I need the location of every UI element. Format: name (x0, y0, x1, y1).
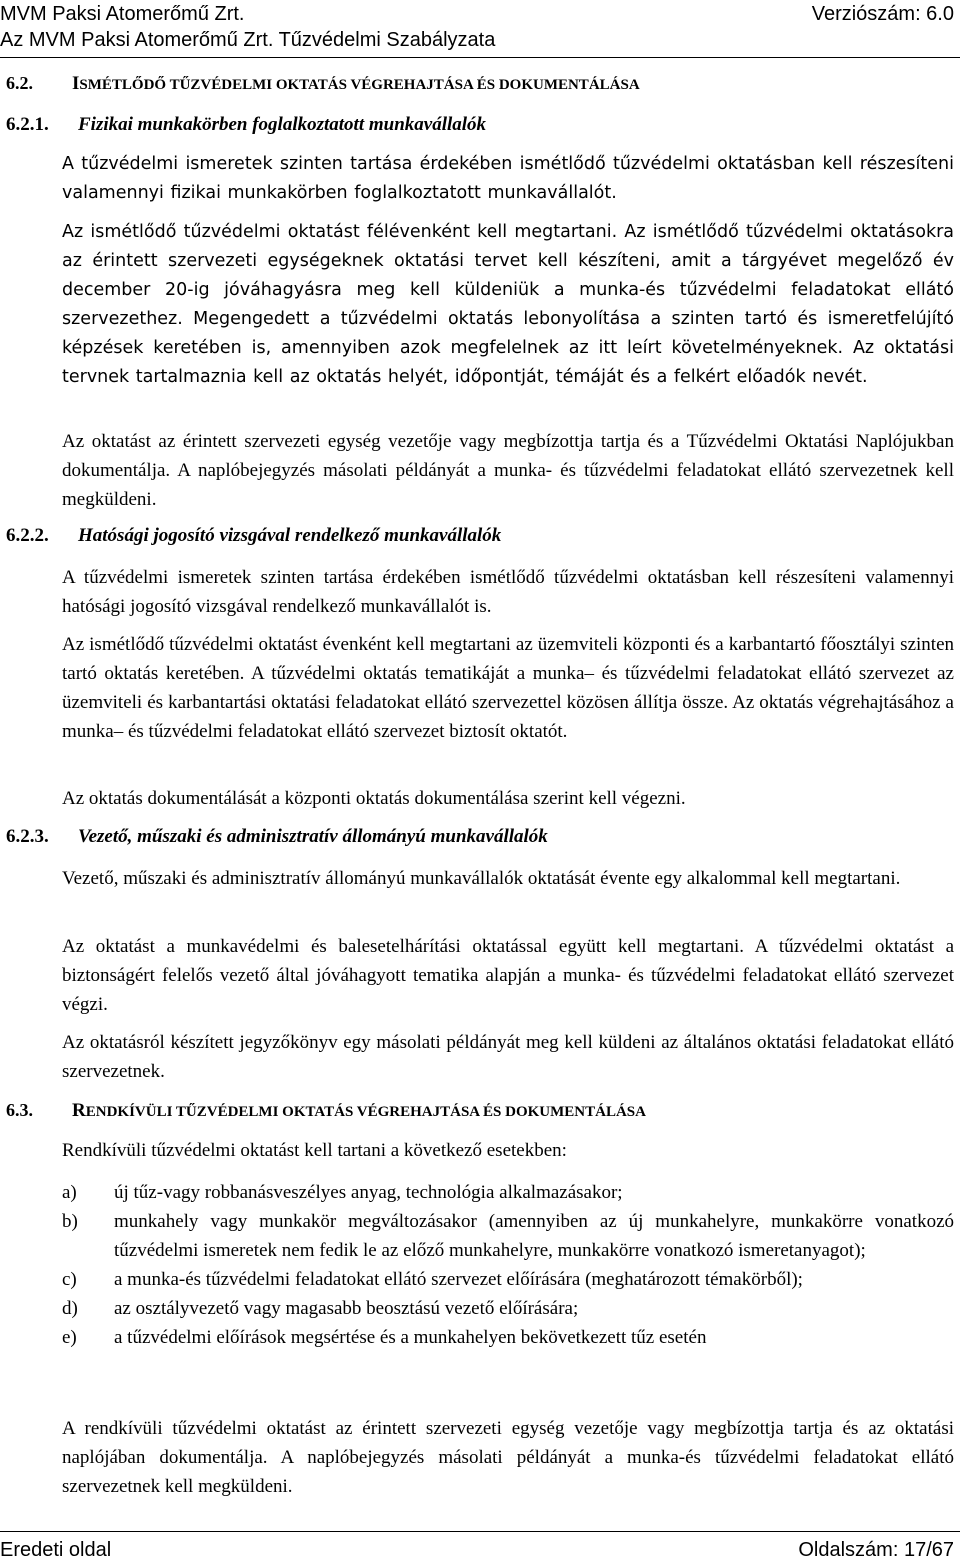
header-divider (0, 57, 960, 58)
subsection-number: 6.2.3. (6, 826, 49, 847)
paragraph: Az oktatásról készített jegyzőkönyv egy másolati példányát meg kell küldeni az általános oktatási feladatokat ellátó szervezetnek. (62, 1032, 954, 1082)
header-version: Verziószám: 6.0 (811, 3, 954, 25)
list-item: e) a tűzvédelmi előírások megsértése és a munkahelyen bekövetkezett tűz esetén (62, 1327, 707, 1348)
paragraph: Az oktatást a munkavédelmi és balesetelhárítási oktatással együtt kell megtartani. A tűzvédelmi oktatást a biztonságért felelős vezető által jóváhagyott tematika alapján a munka- és tűzvédelmi feladatokat ellátó szervezet végzi. (62, 936, 954, 1015)
footer-divider (0, 1531, 960, 1532)
header-document-title: Az MVM Paksi Atomerőmű Zrt. Tűzvédelmi Szabályzata (0, 29, 496, 51)
paragraph: Az ismétlődő tűzvédelmi oktatást félévenként kell megtartani. Az ismétlődő tűzvédelmi oktatásokra az érintett szervezeti egységeknek oktatási tervet kell készíteni, amit a tárgyévet megelőző év december 20-ig jóváhagyásra meg kell küldeniük a munka-és tűzvédelmi feladatokat ellátó szervezethez. Megengedett a tűzvédelmi oktatás lebonyolítása a szinten tartó és ismeretfelújító képzések keretében is, amennyiben azok megfelelnek az itt leírt követelményeknek. Az oktatási tervnek tartalmaznia kell az oktatás helyét, időpontját, témáját és a felkért előadók nevét. (62, 222, 955, 387)
section-number: 6.3. (6, 1100, 33, 1120)
list-item: b) munkahely vagy munkakör megváltozásakor (amennyiben az új munkahelyre, munkakörre vonatkozó tűzvédelmi ismeretek nem fedik le az előző munkahelyre, munkakörre vonatkozó ismeretanyagot); (62, 1211, 954, 1261)
page-footer (0, 1538, 954, 1562)
subsection-heading-6-2-3 (6, 826, 548, 848)
paragraph: Rendkívüli tűzvédelmi oktatást kell tartani a következő esetekben: (62, 1140, 567, 1161)
footer-original-page: Eredeti oldal (0, 1539, 112, 1561)
subsection-title: Fizikai munkakörben foglalkoztatott munkavállalók (78, 114, 487, 135)
paragraph: Vezető, műszaki és adminisztratív állományú munkavállalók oktatását évente egy alkalommal kell megtartani. (62, 868, 901, 889)
paragraph: Az oktatást az érintett szervezeti egység vezetője vagy megbízottja tartja és a Tűzvédelmi Oktatási Naplójukban dokumentálja. A naplóbejegyzés másolati példányát a munka- és tűzvédelmi feladatokat ellátó szervezetnek kell megküldeni. (62, 431, 954, 510)
page-number: Oldalszám: 17/67 (798, 1539, 954, 1561)
paragraph: Az ismétlődő tűzvédelmi oktatást évenként kell megtartani az üzemviteli központi és a karbantartó főosztályi szinten tartó oktatás keretében. A tűzvédelmi oktatás tematikáját a munka– és tűzvédelmi feladatokat ellátó szervezet az üzemviteli és karbantartási oktatási feladatokat ellátó szervezettel közösen állítja össze. Az oktatás végrehajtásához a munka– és tűzvédelmi feladatokat ellátó szervezet biztosít oktatót. (62, 634, 954, 742)
paragraph: A rendkívüli tűzvédelmi oktatást az érintett szervezeti egység vezetője vagy megbízottja tartja és az oktatási naplójában dokumentálja. A naplóbejegyzés másolati példányát a munka-és tűzvédelmi feladatokat ellátó szervezetnek kell megküldeni. (62, 1418, 954, 1497)
list-item: a) új tűz-vagy robbanásveszélyes anyag, technológia alkalmazásakor; (62, 1182, 623, 1203)
paragraph: Az oktatás dokumentálását a központi oktatás dokumentálása szerint kell végezni. (62, 788, 686, 809)
page-header (0, 2, 954, 26)
header-company: MVM Paksi Atomerőmű Zrt. (0, 3, 245, 25)
section-number: 6.2. (6, 73, 33, 93)
paragraph: A tűzvédelmi ismeretek szinten tartása érdekében ismétlődő tűzvédelmi oktatásban kell részesíteni valamennyi hatósági jogosító vizsgával rendelkező munkavállalót is. (62, 567, 954, 617)
list-item: d) az osztályvezető vagy magasabb beosztású vezető előírására; (62, 1298, 579, 1319)
paragraph: A tűzvédelmi ismeretek szinten tartása érdekében ismétlődő tűzvédelmi oktatásban kell részesíteni valamennyi fizikai munkakörben foglalkoztatott munkavállalót. (62, 154, 954, 203)
subsection-number: 6.2.1. (6, 114, 49, 135)
subsection-heading-6-2-2 (6, 525, 501, 547)
subsection-title: Hatósági jogosító vizsgával rendelkező munkavállalók (78, 525, 502, 546)
subsection-number: 6.2.2. (6, 525, 49, 546)
case-list (62, 1178, 954, 1352)
section-title: SMÉTLŐDŐ TŰZVÉDELMI OKTATÁS VÉGREHAJTÁSA ÉS DOKUMENTÁLÁSA (79, 77, 640, 93)
section-title: ENDKÍVÜLI TŰZVÉDELMI OKTATÁS VÉGREHAJTÁSA ÉS DOKUMENTÁLÁSA (85, 1104, 646, 1120)
list-item: c) a munka-és tűzvédelmi feladatokat ellátó szervezet előírására (meghatározott témakörből); (62, 1269, 803, 1290)
section-heading-6-2: 6.2. ISMÉTLŐDŐ TŰZVÉDELMI OKTATÁS VÉGREHAJTÁSA ÉS DOKUMENTÁLÁSA (6, 73, 640, 94)
subsection-heading-6-2-1 (6, 114, 486, 136)
section-heading-6-3: 6.3. RENDKÍVÜLI TŰZVÉDELMI OKTATÁS VÉGREHAJTÁSA ÉS DOKUMENTÁLÁSA (6, 1100, 646, 1121)
subsection-title: Vezető, műszaki és adminisztratív állományú munkavállalók (78, 826, 548, 847)
